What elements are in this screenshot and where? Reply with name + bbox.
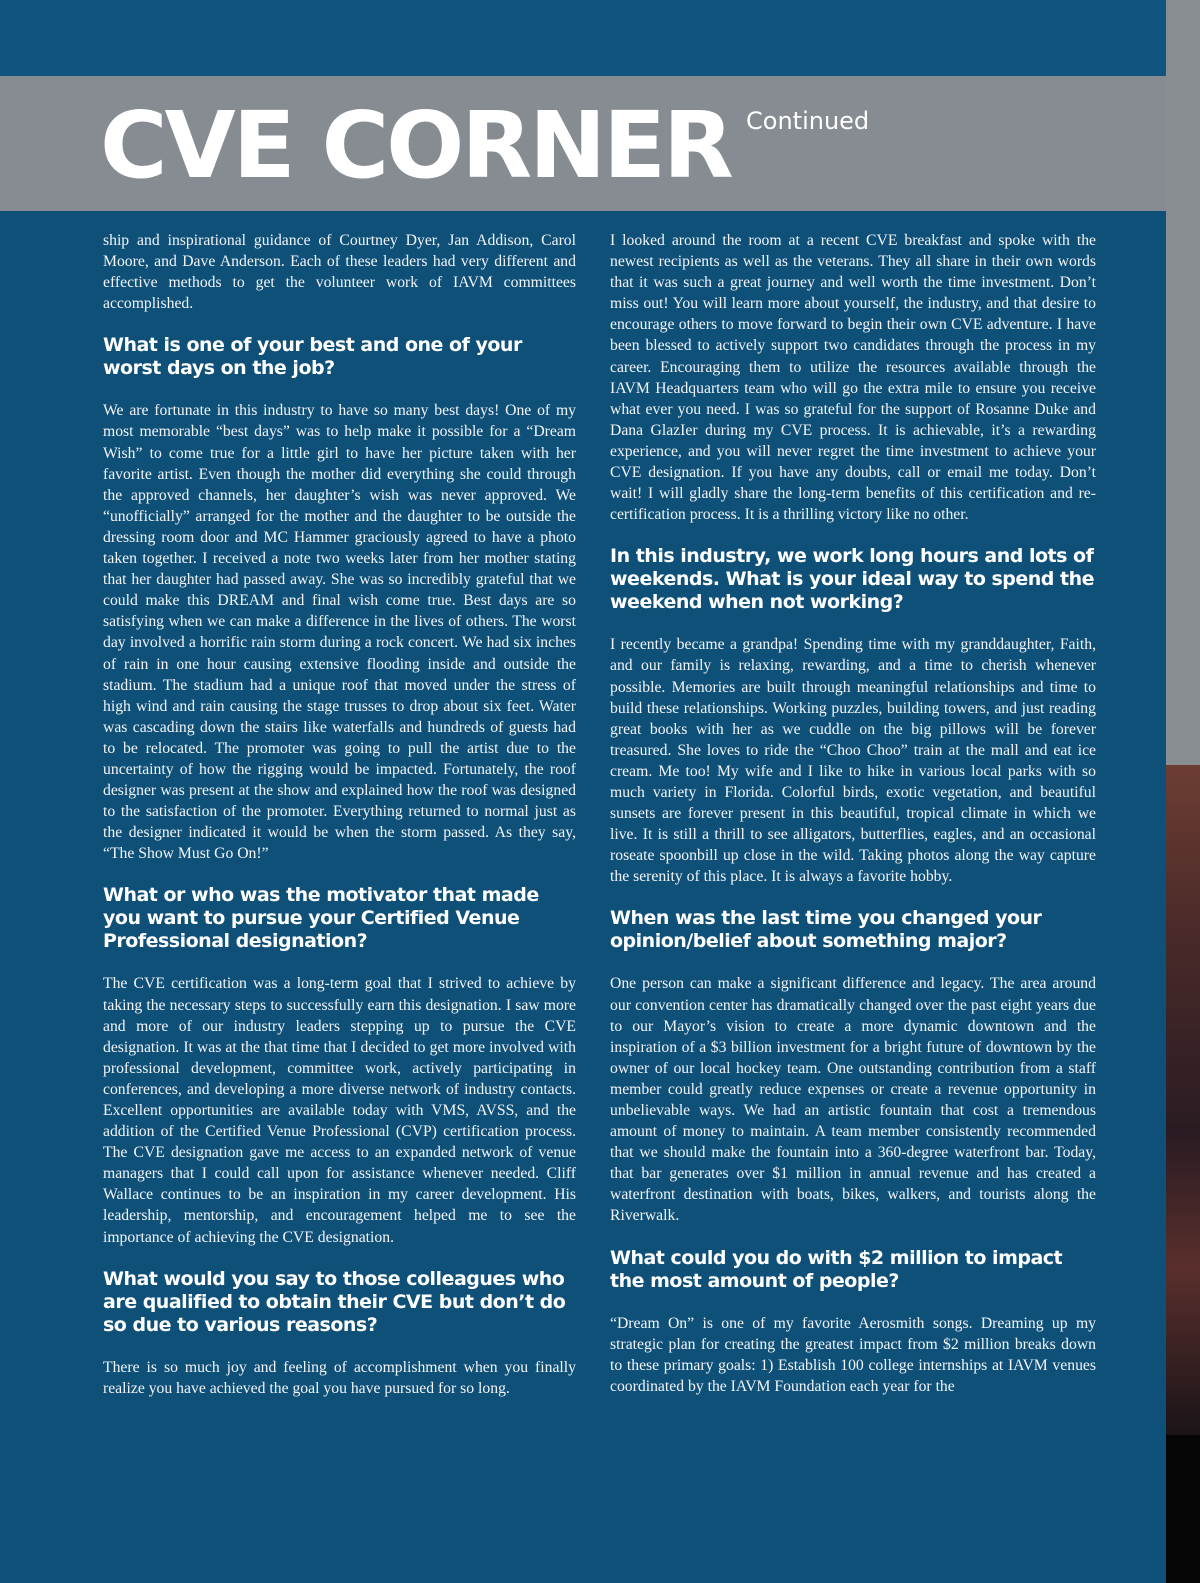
question-heading-4: In this industry, we work long hours and lots of weekends. What is your ideal way to spend the weekend when not working? <box>610 545 1095 614</box>
page-title-suffix: Continued <box>746 107 870 135</box>
left-column <box>103 230 576 1399</box>
answer-paragraph-6: “Dream On” is one of my favorite Aerosmith songs. Dreaming up my strategic plan for creating the greatest impact from $2 million breaks down to these primary goals: 1) Establish 100 college internships at IAVM venues coordinated by the IAVM Foundation each year for the <box>610 1314 1096 1395</box>
answer-paragraph-2: The CVE certification was a long-term goal that I strived to achieve by taking the necessary steps to successfully earn this designation. I saw more and more of our industry leaders stepping up to pursue the CVE designation. It was at the that time that I decided to get more involved with professional development, committee work, actively participating in conferences, and developing a more diverse network of industry contacts. Excellent opportunities are available today with VMS, AVSS, and the addition of the Certified Venue Professional (CVP) certification process. The CVE designation gave me access to an expanded network of venue managers that I could call upon for assistance whenever needed. Cliff Wallace continues to be an inspiration in my career development. His leadership, mentorship, and encouragement helped me to see the importance of achieving the CVE designation. <box>103 975 576 1246</box>
answer-paragraph-5: One person can make a significant difference and legacy. The area around our convention center has dramatically changed over the past eight years due to our Mayor’s vision to create a more dynamic downtown and the inspiration of a $3 billion investment for a bright future of downtown by the owner of our local hockey team. One outstanding contribution from a staff member could greatly reduce expenses or create a revenue opportunity in unbelievable ways. We had an artistic fountain that cost a tremendous amount of money to maintain. A team member consistently recommended that we should make the fountain into a 360-degree waterfront bar. Today, that bar generates over $1 million in annual revenue and has created a waterfront destination with boats, bikes, walkers, and tourists along the Riverwalk. <box>610 975 1096 1225</box>
right-edge-photo <box>1166 765 1200 1435</box>
answer-paragraph-1: We are fortunate in this industry to have so many best days! One of my most memorable “best days” was to help make it possible for a “Dream Wish” to come true for a little girl to have her picture taken with her favorite artist. Even though the mother did everything she could through the approved channels, her daughter’s wish was never approved. We “unofficially” arranged for the mother and the daughter to be outside the dressing room door and MC Hammer graciously agreed to have a photo taken together. I received a note two weeks later from her mother stating that her daughter had passed away. She was so incredibly grateful that we could make this DREAM and final wish come true. Best days are so satisfying when we can make a difference in the lives of others. The worst day involved a horrific rain storm during a rock concert. We had six inches of rain in one hour causing extensive flooding inside and outside the stadium. The stadium had a unique roof that moved under the stress of high wind and rain causing the stage trusses to drop about six feet. Water was cascading down the stairs like waterfalls and hundreds of guests had to be relocated. The promoter was going to pull the artist due to the uncertainty of how the rigging would be impacted. Fortunately, the roof designer was present at the show and explained how the roof was designed to the satisfaction of the promoter. Everything returned to normal just as the designer indicated it would be when the storm passed. As they say, “The Show Must Go On!” <box>103 402 576 863</box>
question-heading-1: What is one of your best and one of your worst days on the job? <box>103 334 522 380</box>
answer-paragraph-3: There is so much joy and feeling of accomplishment when you finally realize you have achieved the goal you have pursued for so long. <box>103 1358 576 1397</box>
answer-paragraph-4: I recently became a grandpa! Spending time with my granddaughter, Faith, and our family is relaxing, rewarding, and a time to cherish whenever possible. Memories are built through meaningful relationships and time to build these relationships. Working puzzles, building towers, and just reading great books with her as we cuddle on the big pillows will be forever treasured. She loves to ride the “Choo Choo” train at the mall and eat ice cream. Me too! My wife and I like to hike in various local parks with so much variety in Florida. Colorful birds, exotic vegetation, and beautiful sunsets are forever present in this beautiful, tropical climate in which we live. It is still a thrill to see alligators, butterflies, eagles, and an occasional roseate spoonbill up close in the wild. Taking photos along the way capture the serenity of this place. It is always a favorite hobby. <box>610 636 1096 886</box>
question-heading-6: What could you do with $2 million to impact the most amount of people? <box>610 1246 1063 1292</box>
intro-paragraph: ship and inspirational guidance of Courtney Dyer, Jan Addison, Carol Moore, and Dave Anderson. Each of these leaders had very different and effective methods to get the volunteer work of IAVM committees accomplished. <box>103 232 576 313</box>
question-heading-3: What would you say to those colleagues who are qualified to obtain their CVE but don’t do so due to various reasons? <box>103 1267 566 1336</box>
answer-paragraph-3-continued: I looked around the room at a recent CVE breakfast and spoke with the newest recipients as well as the veterans. They all share in their own words that it was such a great journey and well worth the time investment. Don’t miss out! You will learn more about yourself, the industry, and that desire to encourage others to move forward to begin their own CVE adventure. I have been blessed to actively support two candidates through the process in my career. Encouraging them to utilize the resources available through the IAVM Headquarters team who will go the extra mile to ensure you receive what ever you need. I was so grateful for the support of Rosanne Duke and Dana GlazIer during my CVE process. It is achievable, it’s a rewarding experience, and you will never regret the time investment to achieve your CVE designation. If you have any doubts, call or email me today. Don’t wait! I will gladly share the long-term benefits of this certification and re-certification process. It is a thrilling victory like no other. <box>610 232 1096 524</box>
question-heading-2: What or who was the motivator that made you want to pursue your Certified Venue Professional designation? <box>103 884 539 953</box>
right-edge-dark-band <box>1166 1435 1200 1583</box>
right-column <box>610 230 1096 1397</box>
page-title: CVE CORNER <box>100 92 731 199</box>
question-heading-5: When was the last time you changed your opinion/belief about something major? <box>610 907 1042 953</box>
top-band <box>0 0 1166 76</box>
